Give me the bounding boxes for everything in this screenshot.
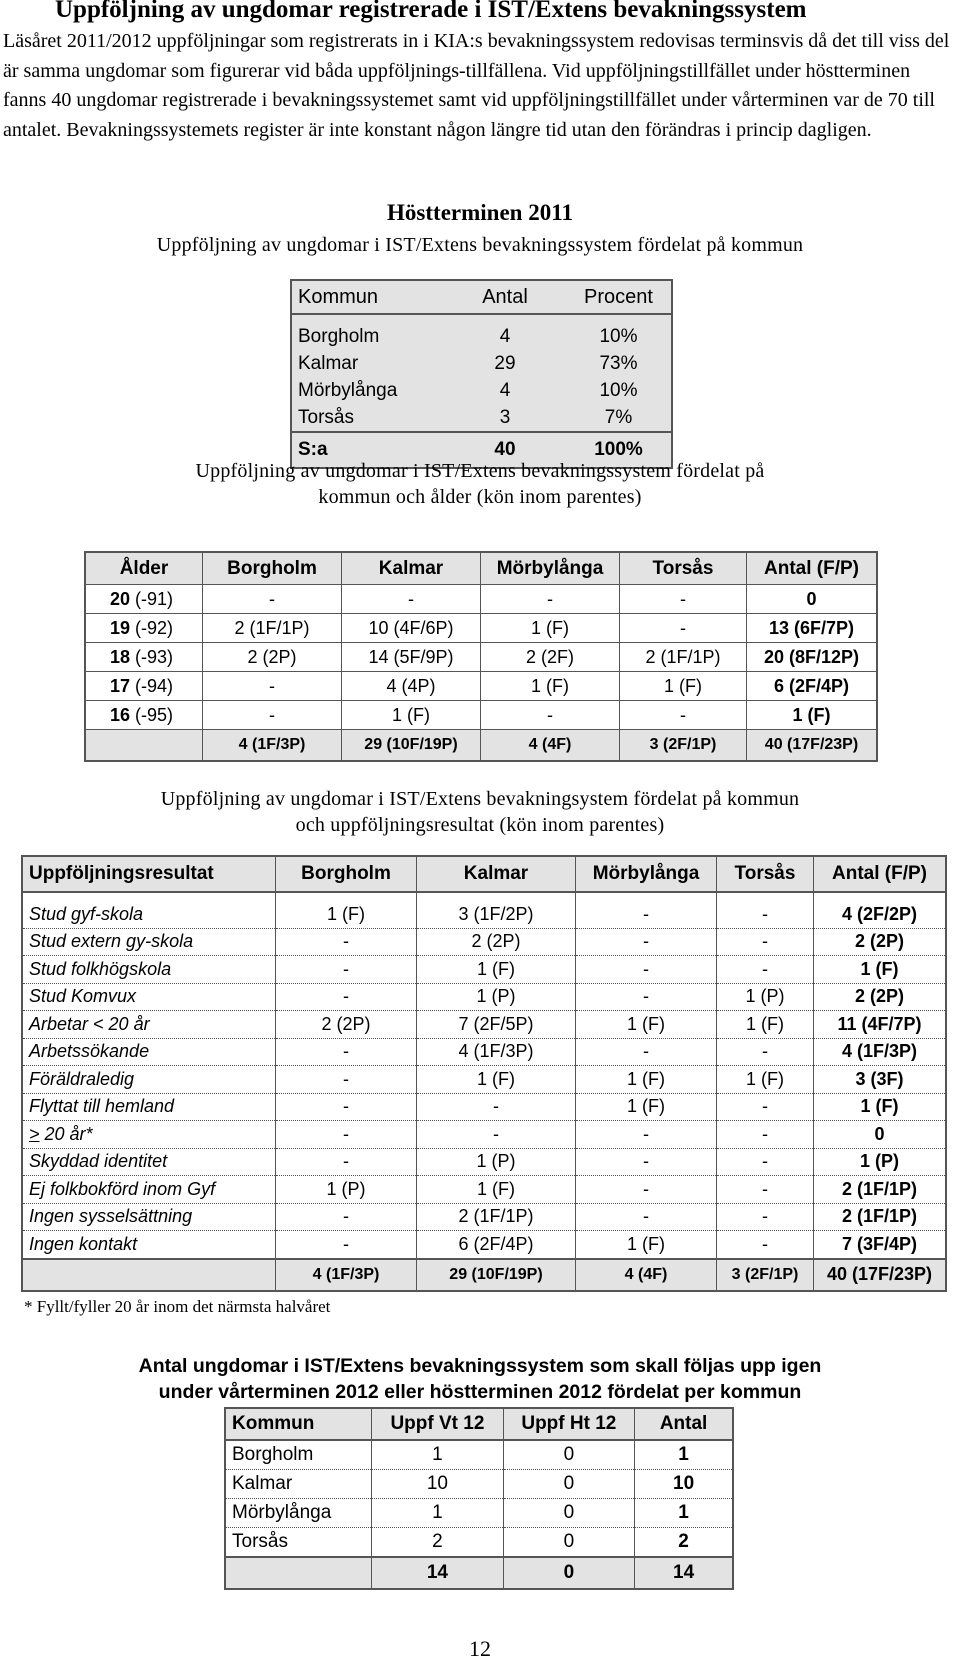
cell-resultat: Skyddad identitet [22, 1148, 276, 1176]
header-resultat: Uppföljningsresultat [22, 856, 276, 892]
table3-caption-line2: och uppföljningsresultat (kön inom parentes) [295, 814, 665, 836]
table-row [225, 1470, 733, 1499]
cell-resultat: Ingen sysselsättning [22, 1203, 276, 1231]
cell: - [276, 1203, 417, 1231]
table-uppfoljningsresultat [21, 855, 947, 1292]
cell: - [576, 983, 717, 1011]
cell: 2 (2F) [481, 643, 620, 672]
table3-total-row [22, 1259, 946, 1291]
cell: - [203, 701, 342, 730]
cell-kommun: Mörbylånga [298, 379, 398, 401]
header-kalmar: Kalmar [342, 552, 481, 585]
cell-resultat: Föräldraledig [22, 1066, 276, 1094]
cell-procent: 10% [599, 379, 638, 401]
header-torsas: Torsås [717, 856, 814, 892]
cell: 0 [503, 1499, 635, 1528]
cell: - [576, 1176, 717, 1204]
total-cell: 29 (10F/19P) [417, 1259, 576, 1291]
cell: - [417, 1093, 576, 1121]
cell: - [576, 1148, 717, 1176]
cell-resultat: Stud extern gy-skola [22, 928, 276, 956]
table3-caption [40, 786, 920, 838]
cell: 1 (F) [717, 1066, 814, 1094]
total-cell: 4 (4F) [576, 1259, 717, 1291]
cell: 1 (F) [576, 1231, 717, 1259]
cell-antal: 3 (3F) [814, 1066, 947, 1094]
cell: 1 (F) [276, 901, 417, 928]
cell-antal: 29 [494, 352, 516, 374]
cell-antal: 2 [635, 1528, 733, 1558]
intro-paragraph: Läsåret 2011/2012 uppföljningar som registrerats in i KIA:s bevakningssystem redovisas terminsvis då det till viss del är samma ungdomar som figurerar vid båda uppföljnings-tillfällena. Vid uppföljningstillfället under höstterminen fanns 40 ungdomar registrerade i bevakningssystemet samt vid uppföljningstillfället under vårterminen var de 70 till antalet. Bevakningssystemets register är inte konstant någon längre tid utan den förändras i princip dagligen. [3, 30, 950, 141]
cell: 2 (1F/1P) [620, 643, 747, 672]
cell-antal: 4 (2F/2P) [814, 901, 947, 928]
table-row [85, 643, 877, 672]
cell: 1 [372, 1440, 503, 1470]
cell: 1 [372, 1499, 503, 1528]
cell: - [717, 1203, 814, 1231]
document-title: Uppföljning av ungdomar registrerade i IST/Extens bevakningssystem [55, 0, 807, 23]
cell: - [276, 928, 417, 956]
cell: 2 [372, 1528, 503, 1558]
total-label: S:a [291, 432, 444, 468]
cell: 0 [503, 1470, 635, 1499]
cell-empty [22, 1259, 276, 1291]
cell: - [576, 956, 717, 984]
page-number: 12 [469, 1636, 491, 1661]
cell-alder: 20 (-91) [85, 585, 203, 614]
cell-kommun: Mörbylånga [225, 1499, 372, 1528]
table-row [85, 701, 877, 730]
cell: - [717, 1038, 814, 1066]
cell-kommun: Kalmar [298, 352, 359, 374]
total-procent: 100% [566, 432, 672, 468]
cell: 1 (F) [417, 956, 576, 984]
cell: - [717, 1121, 814, 1149]
table3-header-row [22, 856, 946, 892]
cell: - [276, 1093, 417, 1121]
table-uppfoljning-igen [224, 1407, 734, 1590]
cell: - [203, 585, 342, 614]
cell: - [276, 1231, 417, 1259]
cell: 1 (P) [717, 983, 814, 1011]
header-morbylanga: Mörbylånga [481, 552, 620, 585]
table-row [22, 1038, 946, 1066]
table1-header-row [291, 280, 672, 314]
table4-caption-line1: Antal ungdomar i IST/Extens bevakningssystem som skall följas upp igen [138, 1355, 822, 1377]
table3-caption-line1: Uppföljning av ungdomar i IST/Extens bevakningsystem fördelat på kommun [160, 788, 800, 810]
cell: - [276, 1066, 417, 1094]
table2-total-row [85, 730, 877, 762]
cell-antal: 2 (2P) [814, 928, 947, 956]
cell: - [576, 928, 717, 956]
table-row [22, 1231, 946, 1259]
cell-antal: 1 (F) [814, 1093, 947, 1121]
cell: 1 (F) [576, 1011, 717, 1039]
cell: 2 (2P) [417, 928, 576, 956]
cell: 2 (2P) [276, 1011, 417, 1039]
total-antal: 40 [444, 432, 566, 468]
cell: 1 (F) [576, 1093, 717, 1121]
total-cell: 0 [503, 1557, 635, 1589]
header-morbylanga: Mörbylånga [576, 856, 717, 892]
cell: - [717, 1176, 814, 1204]
cell: - [620, 614, 747, 643]
cell-kommun: Kalmar [225, 1470, 372, 1499]
cell: 1 (F) [576, 1066, 717, 1094]
cell-kommun: Borgholm [298, 325, 380, 347]
cell: 10 (4F/6P) [342, 614, 481, 643]
cell-procent: 10% [599, 325, 638, 347]
table-row [291, 323, 672, 350]
table-row [22, 1011, 946, 1039]
table-row [22, 1093, 946, 1121]
cell: - [576, 1038, 717, 1066]
table-row [291, 404, 672, 432]
cell: 1 (F) [620, 672, 747, 701]
cell: 14 (5F/9P) [342, 643, 481, 672]
cell: - [717, 1231, 814, 1259]
table-row [225, 1440, 733, 1470]
cell-procent: 7% [604, 406, 633, 428]
cell: - [620, 701, 747, 730]
table-row [22, 956, 946, 984]
cell-kommun: Borgholm [225, 1440, 372, 1470]
cell: - [276, 1038, 417, 1066]
cell: 3 (1F/2P) [417, 901, 576, 928]
cell: 1 (P) [417, 1148, 576, 1176]
header-torsas: Torsås [620, 552, 747, 585]
table3-body [22, 901, 946, 1259]
cell: 1 (F) [342, 701, 481, 730]
total-cell: 3 (2F/1P) [717, 1259, 814, 1291]
cell: - [717, 928, 814, 956]
cell: 6 (2F/4P) [417, 1231, 576, 1259]
cell-antal: 2 (1F/1P) [814, 1203, 947, 1231]
cell: - [717, 1093, 814, 1121]
footnote: * Fyllt/fyller 20 år inom det närmsta halvåret [24, 1297, 331, 1316]
table4-header-row [225, 1408, 733, 1440]
cell: - [620, 585, 747, 614]
cell-procent: 73% [599, 352, 638, 374]
table-row [22, 1176, 946, 1204]
table-row [22, 901, 946, 928]
cell-antal: 3 [499, 406, 511, 428]
cell: - [203, 672, 342, 701]
cell: - [417, 1121, 576, 1149]
cell-antal: 4 (1F/3P) [814, 1038, 947, 1066]
cell: 10 [372, 1470, 503, 1499]
cell: - [717, 901, 814, 928]
cell: 1 (F) [417, 1176, 576, 1204]
table-row [22, 928, 946, 956]
cell-antal: 7 (3F/4P) [814, 1231, 947, 1259]
cell: 7 (2F/5P) [417, 1011, 576, 1039]
table-row [22, 1203, 946, 1231]
table-row [22, 1121, 946, 1149]
cell-antal: 4 [499, 325, 511, 347]
cell: 1 (F) [481, 672, 620, 701]
total-cell: 4 (1F/3P) [203, 730, 342, 762]
table-row [225, 1528, 733, 1558]
cell: 1 (F) [717, 1011, 814, 1039]
cell-antal: 10 [635, 1470, 733, 1499]
cell-empty [85, 730, 203, 762]
header-alder: Ålder [85, 552, 203, 585]
total-cell: 14 [372, 1557, 503, 1589]
cell: - [276, 1148, 417, 1176]
cell-antal: 1 [635, 1499, 733, 1528]
table-row [291, 377, 672, 404]
table4-caption-line2: under vårterminen 2012 eller höstterminen 2012 fördelat per kommun [158, 1381, 802, 1403]
header-antal: Antal [635, 1408, 733, 1440]
cell-alder: 17 (-94) [85, 672, 203, 701]
cell-resultat: Stud Komvux [22, 983, 276, 1011]
cell-antal: 1 (P) [814, 1148, 947, 1176]
cell: - [481, 701, 620, 730]
header-borgholm: Borgholm [276, 856, 417, 892]
cell: 1 (P) [276, 1176, 417, 1204]
header-uppf-vt: Uppf Vt 12 [372, 1408, 503, 1440]
cell-antal: 20 (8F/12P) [747, 643, 878, 672]
total-cell: 40 (17F/23P) [814, 1259, 947, 1291]
cell: 4 (4P) [342, 672, 481, 701]
total-cell: 40 (17F/23P) [747, 730, 878, 762]
cell-resultat: Arbetar < 20 år [22, 1011, 276, 1039]
header-uppf-ht: Uppf Ht 12 [503, 1408, 635, 1440]
table-row [225, 1499, 733, 1528]
cell-antal: 0 [814, 1121, 947, 1149]
cell-antal: 1 (F) [747, 701, 878, 730]
table-row [85, 672, 877, 701]
table-kommun-alder [84, 551, 878, 762]
table2-caption [100, 458, 860, 510]
cell-resultat: Ingen kontakt [22, 1231, 276, 1259]
cell: - [717, 1148, 814, 1176]
table2-caption-line1: Uppföljning av ungdomar i IST/Extens bevakningssystem fördelat på [195, 460, 765, 482]
cell: 2 (1F/1P) [417, 1203, 576, 1231]
cell-resultat: Stud gyf-skola [22, 901, 276, 928]
table4-caption [0, 1353, 960, 1405]
table-row [85, 614, 877, 643]
cell: - [276, 1121, 417, 1149]
cell-resultat: Arbetssökande [22, 1038, 276, 1066]
cell: 2 (1F/1P) [203, 614, 342, 643]
cell-antal: 13 (6F/7P) [747, 614, 878, 643]
cell-kommun: Torsås [298, 406, 354, 428]
cell: - [717, 956, 814, 984]
table-row [22, 983, 946, 1011]
table1-caption: Uppföljning av ungdomar i IST/Extens bevakningssystem fördelat på kommun [156, 234, 804, 256]
header-borgholm: Borgholm [203, 552, 342, 585]
cell-antal: 6 (2F/4P) [747, 672, 878, 701]
cell-antal: 2 (1F/1P) [814, 1176, 947, 1204]
table-row [291, 350, 672, 377]
cell: 0 [503, 1440, 635, 1470]
cell: 1 (F) [481, 614, 620, 643]
cell-kommun: Torsås [225, 1528, 372, 1558]
cell: - [276, 983, 417, 1011]
cell-antal: 1 [635, 1440, 733, 1470]
cell: 1 (P) [417, 983, 576, 1011]
total-cell: 3 (2F/1P) [620, 730, 747, 762]
cell-resultat: Ej folkbokförd inom Gyf [22, 1176, 276, 1204]
cell-resultat: Flyttat till hemland [22, 1093, 276, 1121]
header-antal: Antal (F/P) [747, 552, 878, 585]
cell-antal: 4 [499, 379, 511, 401]
cell-alder: 19 (-92) [85, 614, 203, 643]
cell-empty [225, 1557, 372, 1589]
total-cell: 4 (4F) [481, 730, 620, 762]
cell-antal: 1 (F) [814, 956, 947, 984]
cell: 0 [503, 1528, 635, 1558]
section-title: Höstterminen 2011 [387, 200, 573, 225]
cell: - [576, 901, 717, 928]
table1-header-antal: Antal [444, 280, 566, 314]
table-row [85, 585, 877, 614]
cell: 1 (F) [417, 1066, 576, 1094]
cell-alder: 18 (-93) [85, 643, 203, 672]
cell-resultat: Stud folkhögskola [22, 956, 276, 984]
table2-caption-line2: kommun och ålder (kön inom parentes) [318, 486, 642, 508]
cell: 4 (1F/3P) [417, 1038, 576, 1066]
header-kalmar: Kalmar [417, 856, 576, 892]
cell-antal: 11 (4F/7P) [814, 1011, 947, 1039]
cell-alder: 16 (-95) [85, 701, 203, 730]
total-cell: 14 [635, 1557, 733, 1589]
table4-total-row [225, 1557, 733, 1589]
table1-header-kommun: Kommun [291, 280, 444, 314]
cell-antal: 0 [747, 585, 878, 614]
total-cell: 4 (1F/3P) [276, 1259, 417, 1291]
table-row [22, 1066, 946, 1094]
table1-header-procent: Procent [566, 280, 672, 314]
cell: 2 (2P) [203, 643, 342, 672]
cell-antal: 2 (2P) [814, 983, 947, 1011]
header-antal: Antal (F/P) [814, 856, 947, 892]
cell-resultat: > 20 år* [22, 1121, 276, 1149]
header-kommun: Kommun [225, 1408, 372, 1440]
table2-header-row [85, 552, 877, 585]
cell: - [576, 1203, 717, 1231]
cell: - [481, 585, 620, 614]
cell: - [276, 956, 417, 984]
cell: - [342, 585, 481, 614]
table-row [22, 1148, 946, 1176]
table-kommun-antal [290, 279, 673, 469]
cell: - [576, 1121, 717, 1149]
total-cell: 29 (10F/19P) [342, 730, 481, 762]
